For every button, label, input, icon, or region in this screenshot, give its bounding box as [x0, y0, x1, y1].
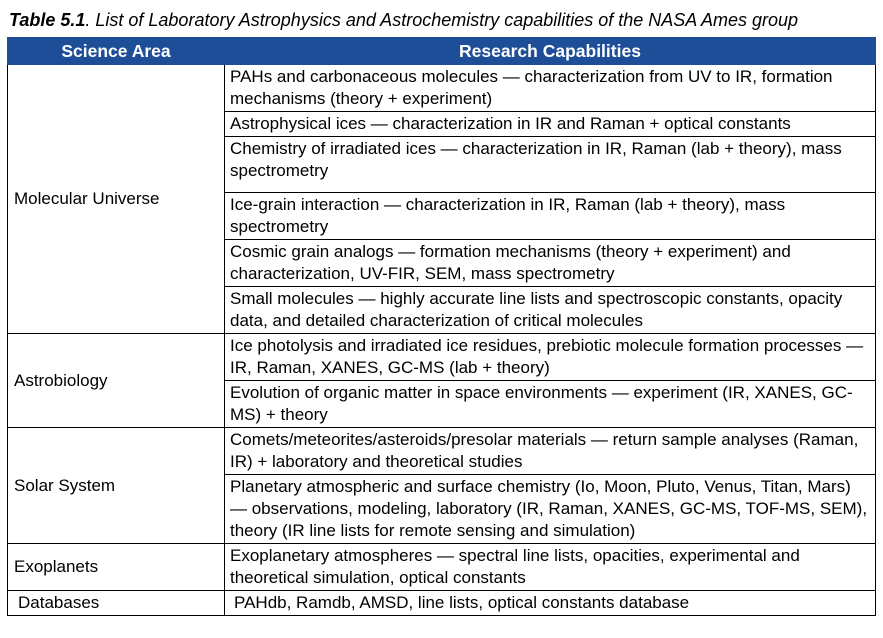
table-row — [8, 544, 876, 591]
area-astrobiology: Astrobiology — [8, 334, 225, 428]
area-exoplanets: Exoplanets — [8, 544, 225, 591]
table-row — [8, 428, 876, 475]
capability-cell: Ice-grain interaction — characterization in IR, Raman (lab + theory), mass spectrometry — [225, 193, 876, 240]
header-row — [8, 38, 876, 65]
capability-cell: Chemistry of irradiated ices — characterization in IR, Raman (lab + theory), mass spectrometry — [225, 137, 876, 193]
table-label: Table 5.1 — [9, 10, 86, 30]
capabilities-table — [7, 37, 876, 616]
area-databases: Databases — [8, 591, 225, 616]
table-row — [8, 334, 876, 381]
area-solar-system: Solar System — [8, 428, 225, 544]
table-row — [8, 591, 876, 616]
header-science-area: Science Area — [8, 38, 225, 65]
capability-cell: PAHdb, Ramdb, AMSD, line lists, optical constants database — [225, 591, 876, 616]
capability-cell: Small molecules — highly accurate line lists and spectroscopic constants, opacity data, and detailed characterization of critical molecules — [225, 287, 876, 334]
capability-cell: Planetary atmospheric and surface chemistry (Io, Moon, Pluto, Venus, Titan, Mars) — observations, modeling, laboratory (IR, Raman, XANES, GC-MS, TOF-MS, SEM), theory (IR line lists for remote sensing and simulation) — [225, 475, 876, 544]
capability-cell: Ice photolysis and irradiated ice residues, prebiotic molecule formation processes — IR, Raman, XANES, GC-MS (lab + theory) — [225, 334, 876, 381]
area-molecular-universe: Molecular Universe — [8, 65, 225, 334]
capability-cell: Evolution of organic matter in space environments — experiment (IR, XANES, GC-MS) + theory — [225, 381, 876, 428]
capability-cell: Exoplanetary atmospheres — spectral line lists, opacities, experimental and theoretical simulation, optical constants — [225, 544, 876, 591]
table-title: . List of Laboratory Astrophysics and Astrochemistry capabilities of the NASA Ames group — [85, 10, 799, 30]
capability-cell: PAHs and carbonaceous molecules — characterization from UV to IR, formation mechanisms (theory + experiment) — [225, 65, 876, 112]
header-research-capabilities: Research Capabilities — [225, 38, 876, 65]
table-row — [8, 65, 876, 112]
table-caption — [9, 8, 879, 32]
capability-cell: Comets/meteorites/asteroids/presolar materials — return sample analyses (Raman, IR) + laboratory and theoretical studies — [225, 428, 876, 475]
capability-cell: Astrophysical ices — characterization in IR and Raman + optical constants — [225, 112, 876, 137]
capability-cell: Cosmic grain analogs — formation mechanisms (theory + experiment) and characterization, UV-FIR, SEM, mass spectrometry — [225, 240, 876, 287]
